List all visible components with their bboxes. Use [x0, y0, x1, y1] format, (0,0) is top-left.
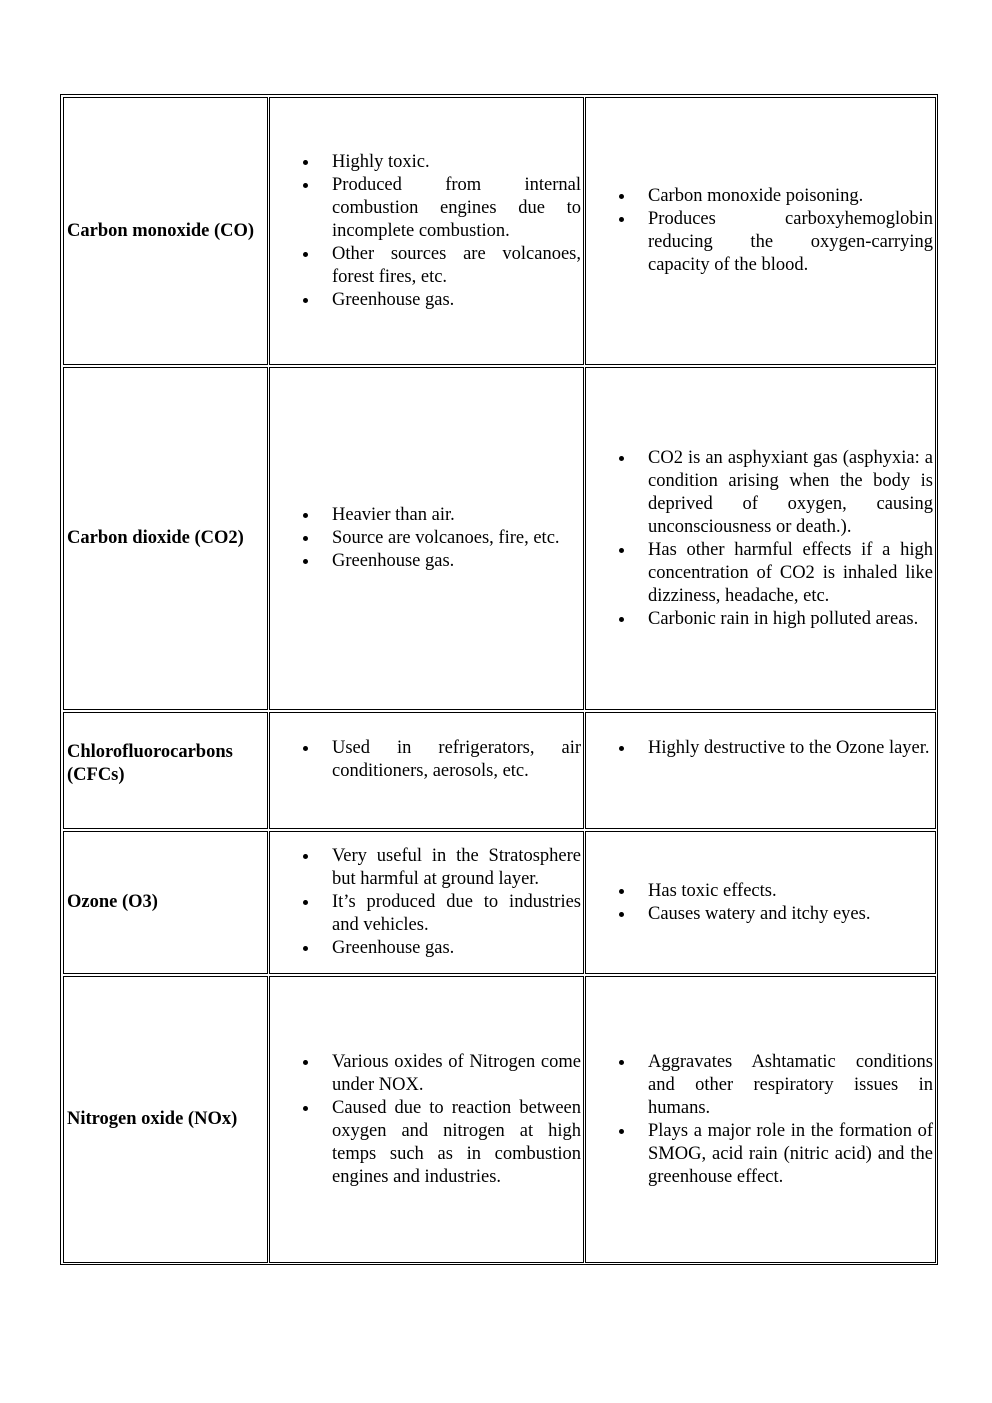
sources-cell-o3 — [269, 831, 584, 974]
pollutant-name: Nitrogen oxide (NOx) — [67, 1109, 238, 1129]
effects-cell-co — [585, 97, 936, 365]
pollutants-table — [60, 94, 938, 1265]
list-item: Causes watery and itchy eyes. — [586, 903, 935, 926]
list-item: Source are volcanoes, fire, etc. — [270, 527, 583, 550]
pollutant-cell-cfcs — [63, 712, 268, 829]
sources-list — [270, 1051, 583, 1189]
list-item: Very useful in the Stratosphere but harmful at ground layer. — [270, 845, 583, 891]
sources-cell-co2 — [269, 367, 584, 710]
list-item: It’s produced due to industries and vehicles. — [270, 891, 583, 937]
list-item: Has other harmful effects if a high concentration of CO2 is inhaled like dizziness, headache, etc. — [586, 539, 935, 608]
effects-list — [586, 737, 935, 760]
pollutant-cell-o3 — [63, 831, 268, 974]
pollutant-name: Carbon monoxide (CO) — [67, 220, 255, 241]
pollutant-cell-co — [63, 97, 268, 365]
sources-list — [270, 845, 583, 960]
effects-cell-co2 — [585, 367, 936, 710]
list-item: Plays a major role in the formation of SMOG, acid rain (nitric acid) and the greenhouse effect. — [586, 1120, 935, 1189]
list-item: Heavier than air. — [270, 504, 583, 527]
sources-cell-cfcs — [269, 712, 584, 829]
list-item: Highly toxic. — [270, 151, 583, 174]
list-item: Greenhouse gas. — [270, 937, 583, 960]
list-item: Carbon monoxide poisoning. — [586, 185, 935, 208]
effects-list — [586, 447, 935, 631]
list-item: Produced from internal combustion engines due to incomplete combustion. — [270, 174, 583, 243]
list-item: Carbonic rain in high polluted areas. — [586, 608, 935, 631]
list-item: Other sources are volcanoes, forest fires, etc. — [270, 243, 583, 289]
pollutant-cell-co2 — [63, 367, 268, 710]
sources-list — [270, 151, 583, 312]
effects-cell-o3 — [585, 831, 936, 974]
sources-list — [270, 737, 583, 783]
pollutant-name: Carbon dioxide (CO2) — [67, 528, 244, 548]
list-item: Aggravates Ashtamatic conditions and other respiratory issues in humans. — [586, 1051, 935, 1120]
list-item: Greenhouse gas. — [270, 550, 583, 573]
effects-cell-nox — [585, 976, 936, 1263]
pollutant-cell-nox — [63, 976, 268, 1263]
list-item: Greenhouse gas. — [270, 289, 583, 312]
sources-list — [270, 504, 583, 573]
effects-list — [586, 1051, 935, 1189]
list-item: Produces carboxyhemoglobin reducing the oxygen-carrying capacity of the blood. — [586, 208, 935, 277]
list-item: Used in refrigerators, air conditioners, aerosols, etc. — [270, 737, 583, 783]
sources-cell-nox — [269, 976, 584, 1263]
list-item: Caused due to reaction between oxygen and nitrogen at high temps such as in combustion engines and industries. — [270, 1097, 583, 1189]
sources-cell-co — [269, 97, 584, 365]
list-item: CO2 is an asphyxiant gas (asphyxia: a condition arising when the body is deprived of oxygen, causing unconsciousness or death.). — [586, 447, 935, 539]
effects-list — [586, 880, 935, 926]
list-item: Highly destructive to the Ozone layer. — [586, 737, 935, 760]
effects-list — [586, 185, 935, 277]
list-item: Has toxic effects. — [586, 880, 935, 903]
list-item: Various oxides of Nitrogen come under NOX. — [270, 1051, 583, 1097]
pollutant-name: Chlorofluorocarbons (CFCs) — [67, 741, 233, 785]
effects-cell-cfcs — [585, 712, 936, 829]
pollutant-name: Ozone (O3) — [67, 892, 158, 912]
